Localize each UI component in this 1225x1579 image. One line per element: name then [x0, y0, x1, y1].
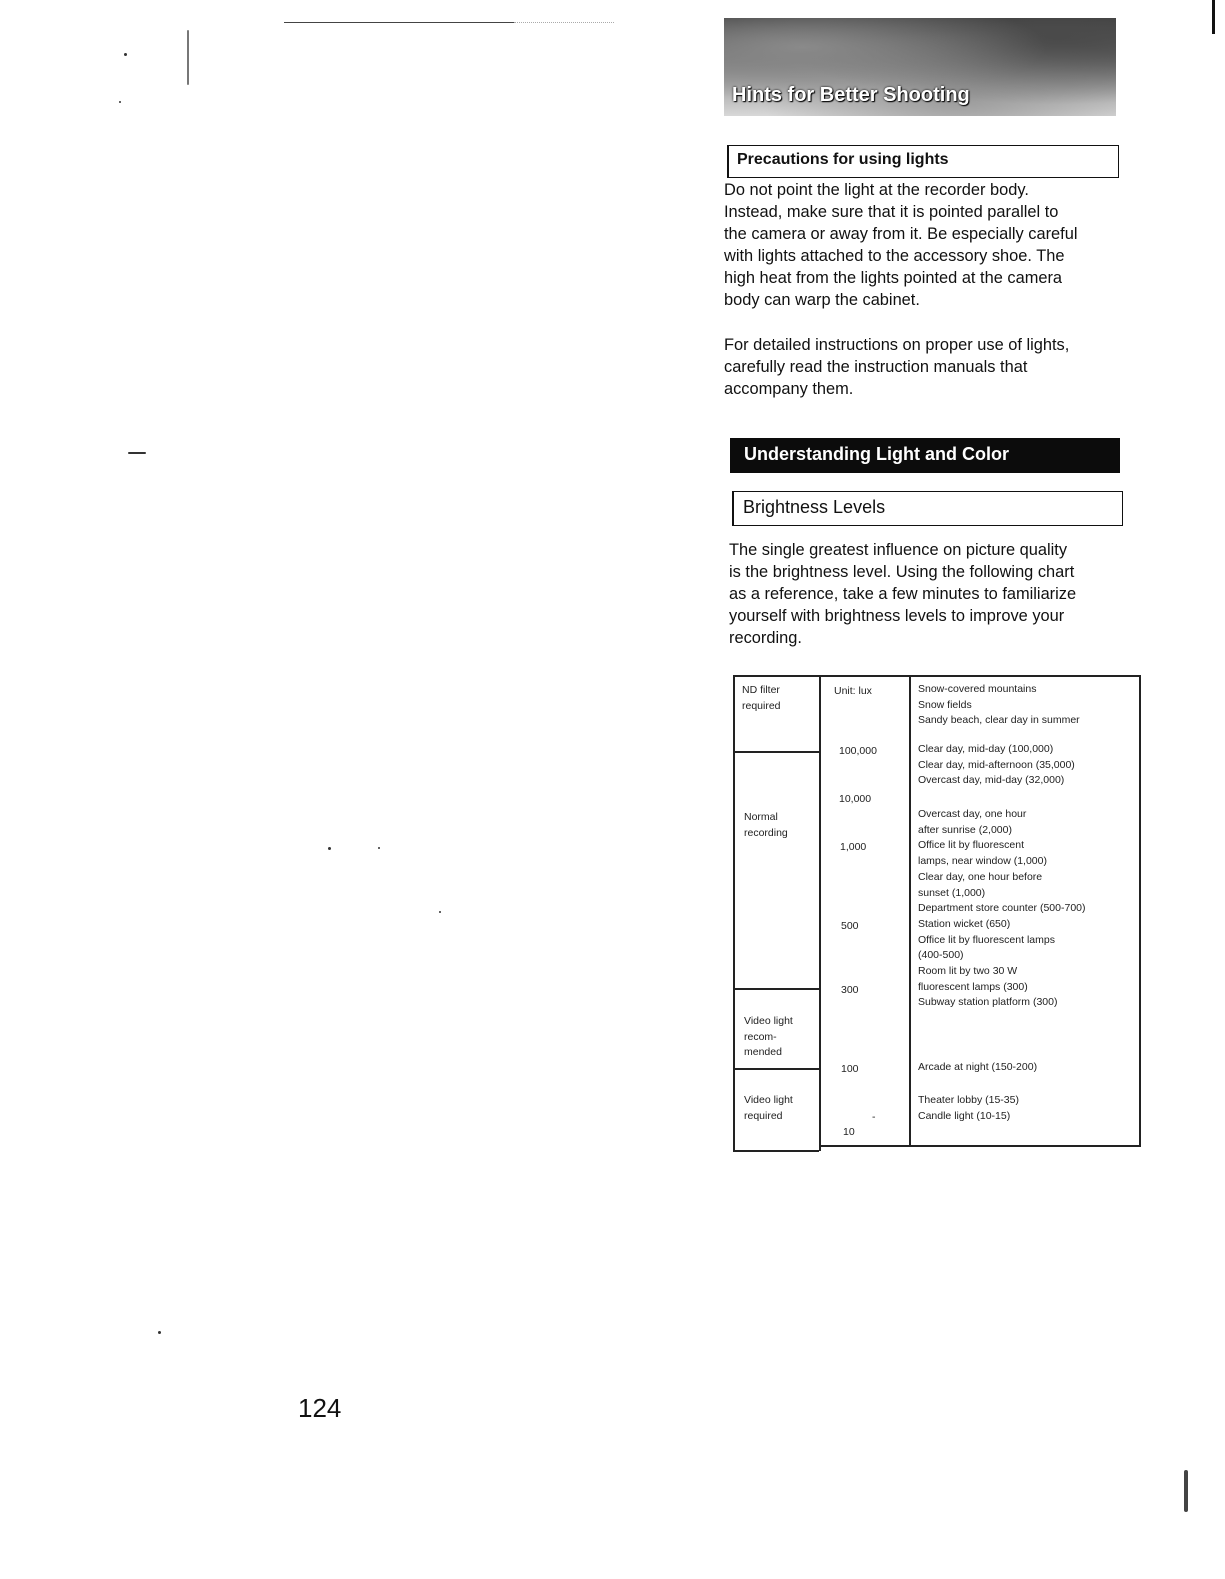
text-line: yourself with brightness levels to improve your [729, 607, 1065, 625]
text-line: high heat from the lights pointed at the camera [724, 269, 1063, 287]
precautions-paragraph-1 [724, 179, 1119, 311]
text-line: as a reference, take a few minutes to familiarize [729, 585, 1077, 603]
chart-border-top [733, 675, 1141, 677]
scan-speck [158, 1331, 161, 1334]
lux-description-group: Snow-covered mountains Snow fields Sandy beach, clear day in summer [918, 683, 1080, 727]
text-line: is the brightness level. Using the following chart [729, 563, 1075, 581]
edge-mark [1212, 0, 1215, 34]
chart-border-left [733, 675, 735, 1151]
lux-description-group: Clear day, mid-day (100,000) Clear day, mid-afternoon (35,000) Overcast day, mid-day (32,000) [918, 743, 1075, 787]
lux-unit-label: Unit: lux [834, 685, 872, 697]
category-label-nd-filter: ND filter required [742, 684, 781, 712]
lux-description-group: Overcast day, one hour after sunrise (2,000) Office lit by fluorescent lamps, near window (1,000) Clear day, one hour before sunset (1,000) Department store counter (500-700) Station wicket (650) Office lit by fluorescent lamps (400-500) Room lit by two 30 W fluorescent lamps (300) Subway station platform (300) [918, 808, 1086, 1009]
text-line: the camera or away from it. Be especially careful [724, 225, 1078, 243]
text-line: body can warp the cabinet. [724, 291, 920, 309]
scan-speck [187, 30, 189, 85]
scan-speck [1184, 1470, 1188, 1512]
chart-border-right [1139, 675, 1141, 1146]
chart-column-divider [909, 675, 911, 1146]
hints-banner-title: Hints for Better Shooting [732, 84, 970, 106]
scan-speck [128, 452, 146, 454]
lux-description-group: Theater lobby (15-35) Candle light (10-15) [918, 1094, 1019, 1122]
category-separator [733, 1068, 819, 1070]
text-line: Instead, make sure that it is pointed parallel to [724, 203, 1059, 221]
lux-level: 100,000 [839, 745, 877, 757]
brightness-chart [733, 675, 1141, 1151]
precautions-heading [727, 145, 1119, 178]
lux-level: 500 [841, 920, 859, 932]
lux-description-group: Arcade at night (150-200) [918, 1061, 1038, 1073]
brightness-paragraph [729, 539, 1124, 649]
lux-level: 10,000 [839, 793, 872, 805]
category-label-normal: Normal recording [744, 811, 788, 839]
scan-speck [439, 911, 441, 913]
brightness-heading [732, 491, 1123, 526]
hints-banner [724, 18, 1116, 116]
scan-speck [378, 847, 380, 849]
category-label-video-light-required: Video light required [744, 1094, 793, 1122]
top-rule-faint [514, 22, 614, 24]
lux-level: 100 [841, 1063, 859, 1075]
text-line: recording. [729, 629, 802, 647]
precautions-paragraph-2 [724, 334, 1119, 400]
text-line: Do not point the light at the recorder body. [724, 181, 1029, 199]
lux-level: 300 [841, 984, 859, 996]
category-separator [733, 751, 819, 753]
category-label-video-light-recommended: Video light recom- mended [744, 1015, 793, 1059]
category-separator [733, 988, 819, 990]
text-line: For detailed instructions on proper use of lights, [724, 336, 1070, 354]
section-title: Understanding Light and Color [744, 444, 1009, 464]
lux-dash: - [872, 1111, 876, 1123]
text-line: accompany them. [724, 380, 854, 398]
text-line: with lights attached to the accessory shoe. The [724, 247, 1065, 265]
section-title-bar [730, 438, 1120, 473]
chart-border-bottom [733, 1150, 819, 1152]
top-rule [284, 22, 514, 23]
page-number: 124 [298, 1393, 342, 1423]
chart-border-bottom [819, 1145, 1141, 1147]
lux-level: 1,000 [840, 841, 867, 853]
text-line: carefully read the instruction manuals that [724, 358, 1028, 376]
scan-speck [328, 847, 331, 850]
brightness-heading-text: Brightness Levels [743, 497, 886, 517]
precautions-heading-text: Precautions for using lights [737, 151, 949, 168]
scan-speck [124, 53, 127, 56]
lux-level: 10 [843, 1126, 855, 1138]
scan-speck [119, 101, 121, 103]
text-line: The single greatest influence on picture quality [729, 541, 1068, 559]
chart-column-divider [819, 675, 821, 1151]
